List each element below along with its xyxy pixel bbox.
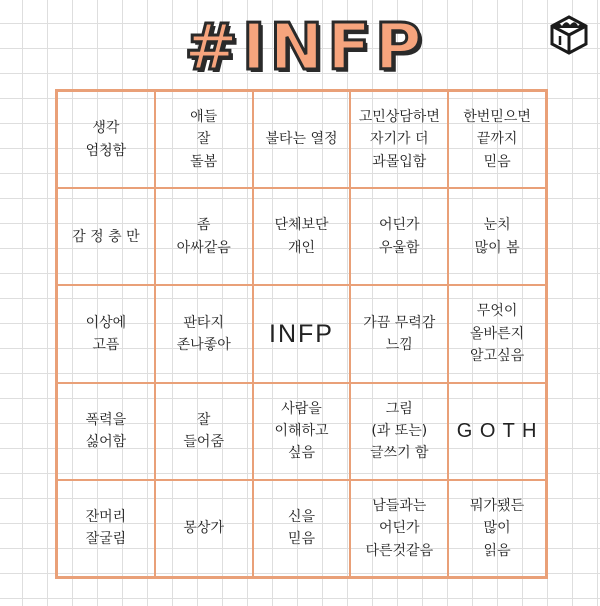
bingo-cell: 가끔 무력감 느낌	[349, 284, 449, 383]
bingo-cell: 폭력을 싫어함	[56, 382, 156, 481]
bingo-cell: 잘 들어줌	[154, 382, 254, 481]
bingo-cell: 잔머리 잘굴림	[56, 479, 156, 578]
bingo-cell: 몽상가	[154, 479, 254, 578]
bingo-cell: 그림 (과 또는) 글쓰기 함	[349, 382, 449, 481]
bingo-cell: 고민상담하면 자기가 더 과몰입함	[349, 90, 449, 189]
bingo-cell: 남들과는 어딘가 다른것같음	[349, 479, 449, 578]
page-title: #INFP	[184, 11, 426, 85]
bingo-cell: 애들 잘 돌봄	[154, 90, 254, 189]
bingo-cell: 어딘가 우울함	[349, 187, 449, 286]
bingo-cell: 무엇이 올바른지 알고싶음	[447, 284, 547, 383]
bingo-cell: 사람을 이해하고 싶음	[252, 382, 352, 481]
bingo-cell: 생각 엄청함	[56, 90, 156, 189]
cube-logo-icon	[548, 14, 590, 56]
bingo-cell: 판타지 존나좋아	[154, 284, 254, 383]
bingo-board	[55, 89, 548, 579]
bingo-cell: 뭐가됐든 많이 읽음	[447, 479, 547, 578]
bingo-center-cell: INFP	[252, 284, 352, 383]
bingo-cell: 좀 아싸같음	[154, 187, 254, 286]
bingo-cell: 이상에 고픔	[56, 284, 156, 383]
bingo-cell: 감 정 충 만	[56, 187, 156, 286]
bingo-cell: 신을 믿음	[252, 479, 352, 578]
bingo-cell: 눈치 많이 봄	[447, 187, 547, 286]
bingo-cell: G O T H	[447, 382, 547, 481]
bingo-cell: 불타는 열정	[252, 90, 352, 189]
bingo-cell: 단체보단 개인	[252, 187, 352, 286]
bingo-cell: 한번믿으면 끝까지 믿음	[447, 90, 547, 189]
